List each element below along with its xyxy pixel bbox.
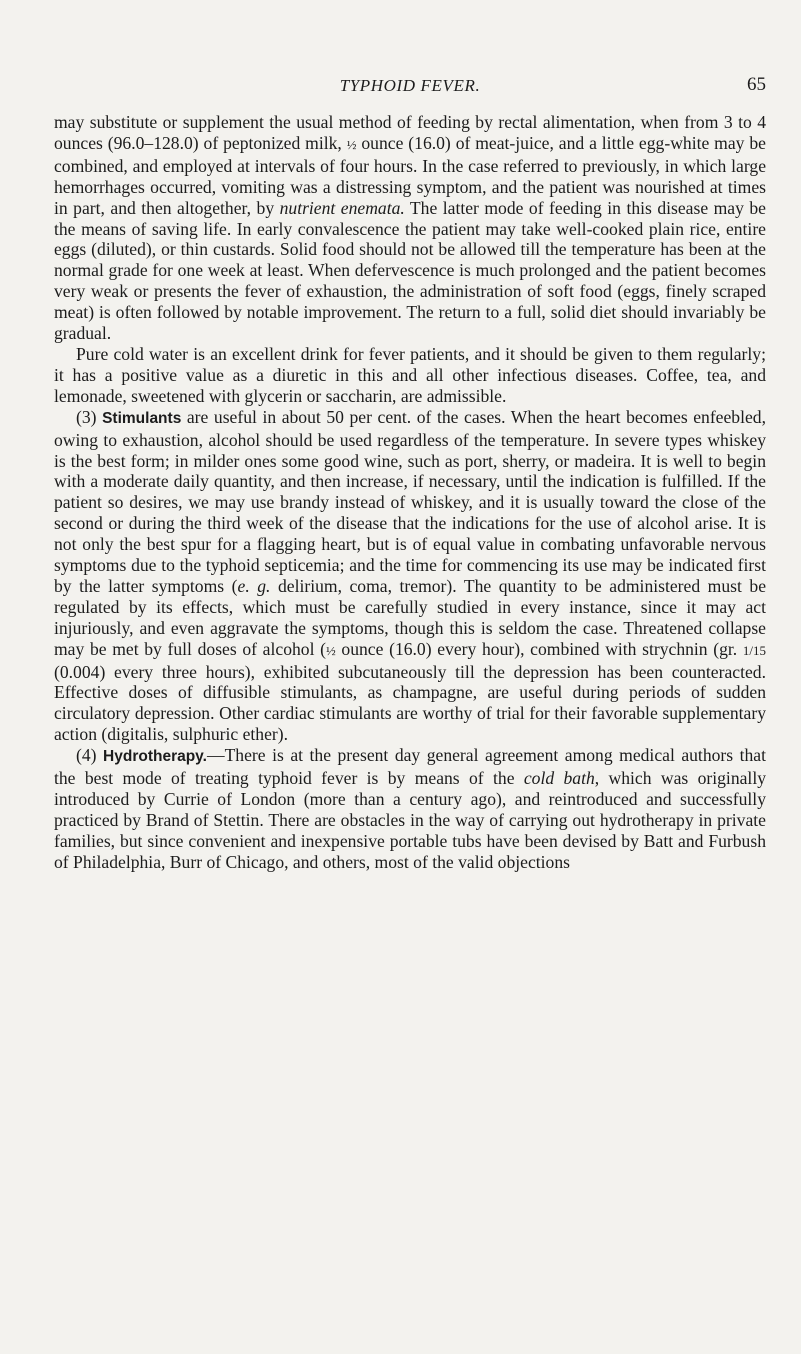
text-run: ounce (16.0) every hour), combined with strychnin (gr.	[335, 638, 743, 659]
paragraph	[54, 407, 766, 746]
page-number: 65	[747, 74, 766, 95]
text-run: Pure cold water is an excellent drink for fever patients, and it should be given to them regularly; it has a positive value as a diuretic in this and all other infectious diseases. Coffee, tea, and lemonade, sweetened with glycerin or saccharin, are admissible.	[54, 343, 766, 406]
text-run: , which was originally introduced by Currie of London (more than a century ago), and reintroduced and successfully practiced by Brand of Stettin. There are obstacles in the way of carrying out hydrotherapy in private families, but since convenient and inexpensive portable tubs have been devised by Batt and Furbush of Philadelphia, Burr of Chicago, and others, most of the valid objections	[54, 768, 766, 872]
fraction: 1/15	[742, 642, 766, 658]
text-run: —There is at the present day general agreement among medical authors that the best mode of treating typhoid fever is by means of the	[54, 745, 767, 789]
body-text	[54, 112, 766, 873]
text-run: (0.004) every three hours), exhibited subcutaneously till the depression has been counteracted. Effective doses of diffusible stimulants, as champagne, are useful during periods of sudden circulatory depression. Other cardiac stimulants are worthy of trial for their favorable supplementary action (digitalis, sulphuric ether).	[54, 661, 766, 745]
page-header	[54, 74, 766, 100]
text-run: The latter mode of feeding in this disease may be the means of saving life. In early convalescence the patient may take well-cooked plain rice, entire eggs (diluted), or thin custards. Solid food should not be allowed till the temperature has been at the normal grade for one week at least. When defervescence is much prolonged and the patient becomes very weak or presents the fever of exhaustion, the administration of soft food (eggs, finely scraped meat) is often followed by notable improvement. The return to a full, solid diet should invariably be gradual.	[54, 197, 766, 344]
fraction: ½	[346, 136, 357, 152]
italic-text: e. g.	[237, 575, 271, 596]
paragraph	[54, 745, 766, 872]
paragraph	[54, 344, 766, 407]
running-title: TYPHOID FEVER.	[339, 76, 481, 95]
paragraph	[54, 112, 766, 344]
text-run: delirium, coma, tremor). The quantity to be administered must be regulated by its effects, which must be carefully studied in every instance, since it may act injuriously, and even aggravate the symptoms, though this is seldom the case. Threatened collapse may be met by full doses of alcohol (	[54, 575, 766, 659]
italic-text: nutrient enemata.	[279, 197, 405, 218]
text-run: are useful in about 50 per cent. of the cases. When the heart becomes enfeebled, owing to exhaustion, alcohol should be used regardless of the temperature. In severe types whiskey is the best form; in milder ones some good wine, such as port, sherry, or madeira. It is well to begin with a moderate daily quantity, and then increase, if necessary, until the indication is fulfilled. If the patient so desires, we may use brandy instead of whiskey, and it is usually toward the close of the second or during the third week of the disease that the indications for the use of alcohol arise. It is not only the best spur for a flagging heart, but is of equal value in combating unfavorable nervous symptoms due to the typhoid septicemia; and the time for commencing its use may be indicated first by the latter symptoms (	[54, 406, 766, 596]
section-heading: Stimulants	[102, 409, 182, 427]
fraction: ½	[326, 642, 336, 658]
italic-text: cold bath	[523, 768, 595, 789]
text-run: may substitute or supplement the usual method of feeding by rectal alimentation, when from 3 to 4 ounces (96.0–128.0) of peptonized milk,	[54, 112, 766, 153]
text-run: (4)	[76, 745, 104, 766]
section-heading: Hydrotherapy.	[103, 748, 207, 766]
text-run: ounce (16.0) of meat-juice, and a little egg-white may be combined, and employed at intervals of four hours. In the case referred to previously, in which large hemorrhages occurred, vomiting was a distressing symptom, and the patient was nourished at times in part, and then altogether, by	[54, 132, 766, 218]
text-run: (3)	[76, 406, 103, 427]
